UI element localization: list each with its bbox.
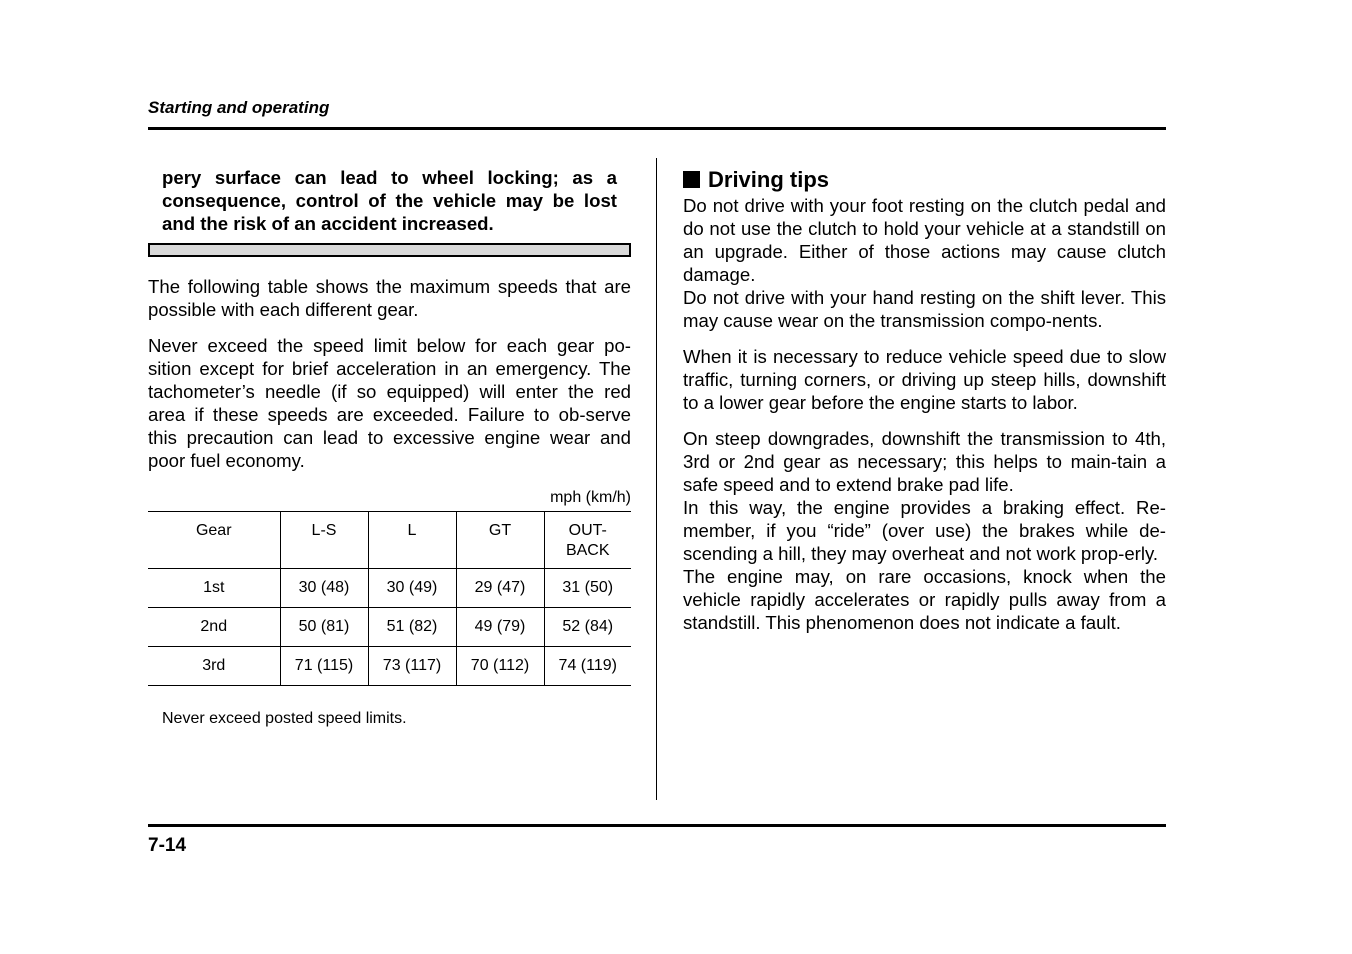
section-heading: [683, 166, 1166, 194]
engine-knock-tip: The engine may, on rare occasions, knock when the vehicle rapidly accelerates or rapidly pulls away from a standstill. This phenomenon does not indicate a fault.: [683, 566, 1166, 633]
table-unit-label: mph (km/h): [550, 489, 631, 506]
max-speed-table: [148, 511, 631, 686]
square-bullet-icon: [683, 171, 700, 188]
table-cell: 30 (49): [368, 569, 456, 608]
table-cell: 52 (84): [544, 608, 631, 647]
right-column: [683, 166, 1166, 634]
downshift-tip: When it is necessary to reduce vehicle speed due to slow traffic, turning corners, or driving up steep hills, downshift to a lower gear before the engine starts to labor.: [683, 346, 1166, 413]
table-cell: 73 (117): [368, 647, 456, 686]
table-cell: 51 (82): [368, 608, 456, 647]
table-header-row: [148, 512, 631, 569]
speed-limit-caution: Never exceed the speed limit below for each gear po-sition except for brief acceleration in an emergency. The tachometer’s needle (if so equipped) will enter the red area if these speeds are exceeded. Failure to ob-serve this precaution can lead to excessive engine wear and poor fuel economy.: [148, 335, 631, 471]
footer-rule: [148, 824, 1166, 827]
page-section-title: Starting and operating: [148, 98, 330, 117]
speed-table-intro: The following table shows the maximum speeds that are possible with each different gear.: [148, 276, 631, 320]
table-cell: 74 (119): [544, 647, 631, 686]
shift-lever-tip: Do not drive with your hand resting on the shift lever. This may cause wear on the transmission compo-nents.: [683, 287, 1166, 331]
table-cell: 1st: [203, 579, 225, 596]
warning-end-bar: [148, 243, 631, 257]
column-divider: [656, 158, 657, 800]
braking-effect-tip: In this way, the engine provides a braking effect. Re-member, if you “ride” (over use) the brakes while de-scending a hill, they may overheat and not work prop-erly.: [683, 497, 1166, 564]
table-cell: 3rd: [202, 657, 226, 674]
table-cell: 29 (47): [456, 569, 544, 608]
table-row: [148, 569, 631, 608]
table-header-cell: L-S: [280, 512, 368, 569]
section-heading-text: Driving tips: [708, 167, 830, 192]
table-header-cell: L: [368, 512, 456, 569]
page-number: 7-14: [148, 835, 187, 856]
table-cell: 31 (50): [544, 569, 631, 608]
table-header-cell: OUT- BACK: [544, 512, 631, 569]
table-cell: 30 (48): [280, 569, 368, 608]
table-cell: 2nd: [200, 618, 228, 635]
warning-text: pery surface can lead to wheel locking; as a consequence, control of the vehicle may be lost and the risk of an accident increased.: [162, 167, 617, 234]
clutch-tip: Do not drive with your foot resting on the clutch pedal and do not use the clutch to hold your vehicle at a standstill on an upgrade. Either of those actions may cause clutch damage.: [683, 195, 1166, 285]
table-cell: 70 (112): [456, 647, 544, 686]
downgrade-tip: On steep downgrades, downshift the transmission to 4th, 3rd or 2nd gear as necessary; this helps to main-tain a safe speed and to extend brake pad life.: [683, 428, 1166, 495]
table-header-cell: Gear: [195, 522, 232, 539]
table-cell: 50 (81): [280, 608, 368, 647]
table-row: [148, 608, 631, 647]
table-cell: 49 (79): [456, 608, 544, 647]
table-header-cell: GT: [456, 512, 544, 569]
table-cell: 71 (115): [280, 647, 368, 686]
left-column: [148, 166, 631, 728]
header-rule: [148, 127, 1166, 130]
speed-limit-note: Never exceed posted speed limits.: [162, 710, 407, 727]
table-row: [148, 647, 631, 686]
